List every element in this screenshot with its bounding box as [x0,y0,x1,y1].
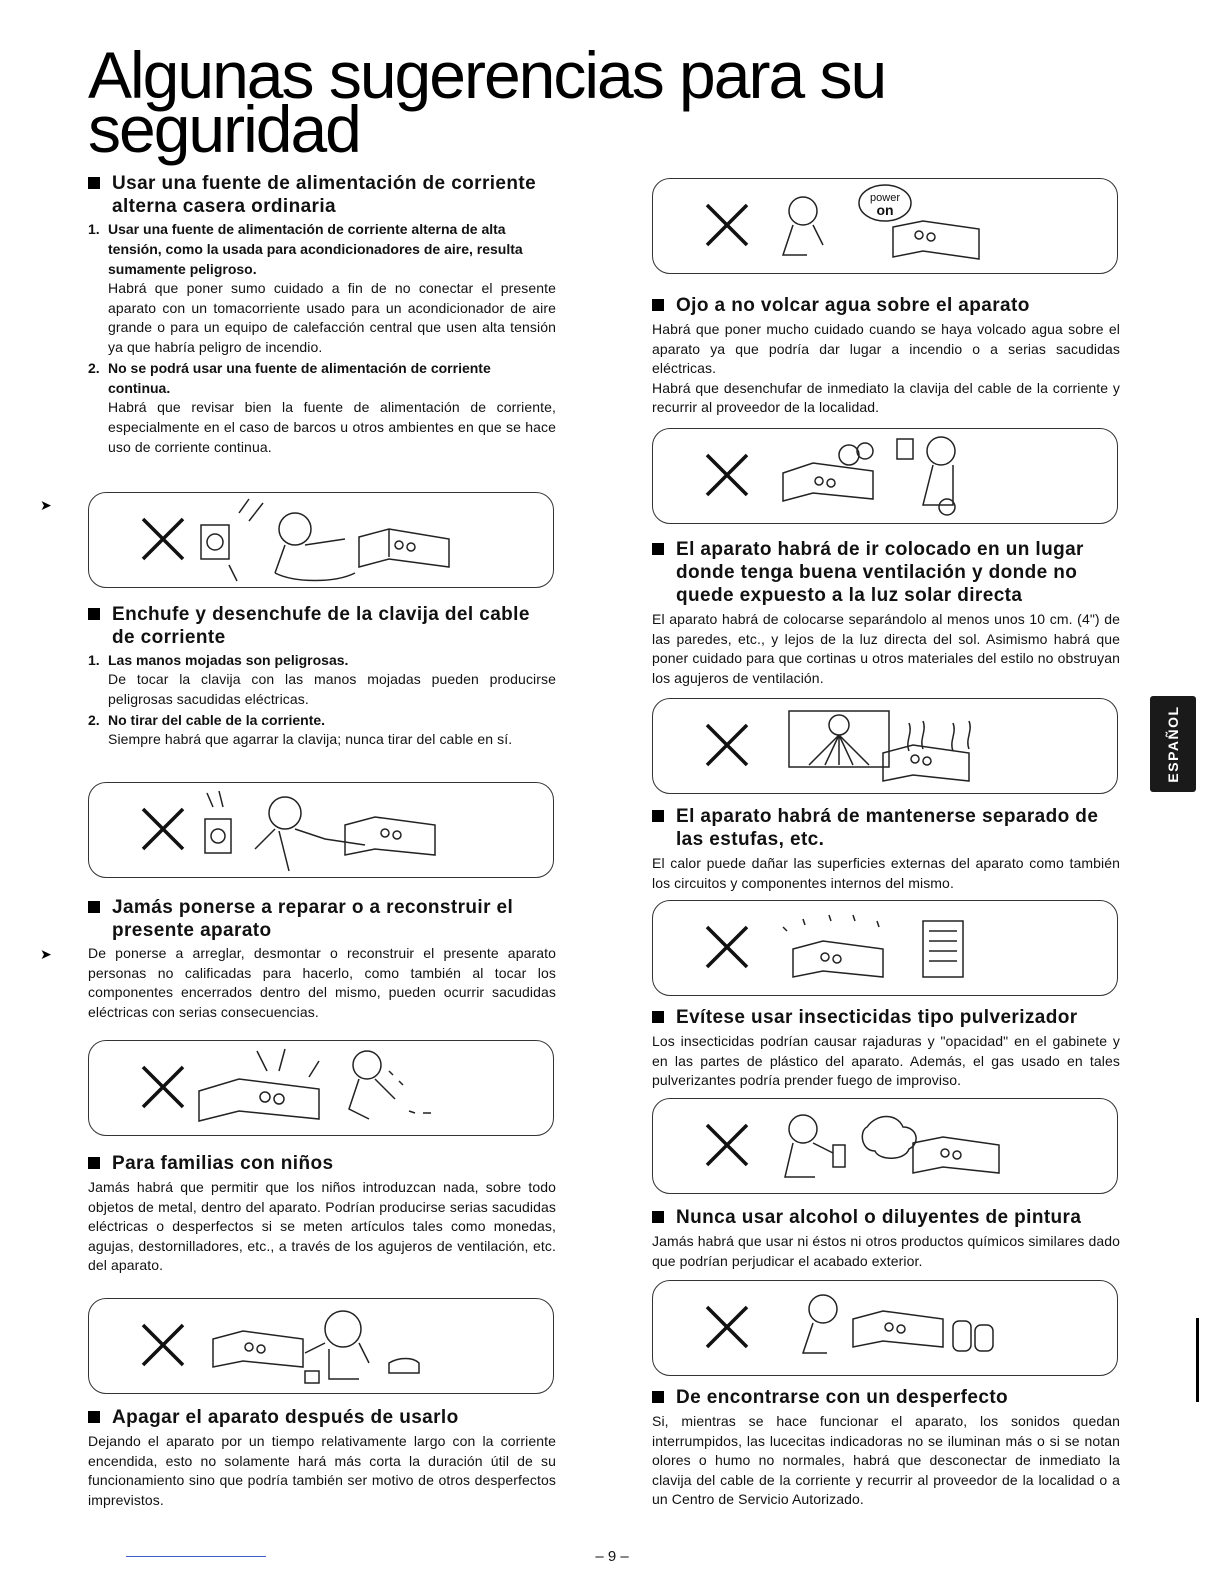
bullet-square-icon [88,608,100,620]
section-children [88,1152,556,1276]
section-text: Los insecticidas podrían causar rajaduras y "opacidad" en el gabinete y en las partes de plástico del aparato. Además, el gas usado en tales pulverizantes podría prender fuego de improviso. [652,1033,1120,1089]
arrow-marker-icon: ➤ [40,497,52,513]
bullet-square-icon [652,299,664,311]
illustration-spray [652,1098,1118,1194]
warning-illustration-icon [653,179,1117,273]
section-text: Habrá que poner mucho cuidado cuando se haya volcado agua sobre el aparato ya que podría dar lugar a incendio o a serias sacudidas eléctricas. [652,321,1120,377]
illustration-repair [88,1040,554,1136]
illustration-heater [652,900,1118,996]
section-heading: De encontrarse con un desperfecto [652,1386,1120,1409]
section-text: El calor puede dañar las superficies externas del aparato como también los circuitos y componentes internos del mismo. [652,855,1120,891]
section-power-off [88,1406,556,1510]
section-alcohol [652,1206,1120,1271]
item-heading: Usar una fuente de alimentación de corriente alterna de alta tensión, como la usada para acondicionadores de aire, resulta sumamente peligroso. [108,221,523,277]
section-heading: Jamás ponerse a reparar o a reconstruir el presente aparato [88,896,556,942]
item-heading: Las manos mojadas son peligrosas. [108,652,349,668]
item-text: Habrá que poner sumo cuidado a fin de no conectar el presente aparato con un tomacorriente usado para un acondicionador de aire grande o para un equipo de calefacción central que usen alta tensión ya que habría peligro de incendio. [108,280,556,355]
illustration-sunlight [652,698,1118,794]
illustration-high-voltage-outlet [88,492,554,588]
section-malfunction [652,1386,1120,1510]
section-text: Jamás habrá que permitir que los niños introduzcan nada, sobre todo objetos de metal, dentro del aparato. Podrían producirse serias sacudidas eléctricas o desperfectos si se meten artículos tales como monedas, agujas, destornilladores, etc., a través de los agujeros de ventilación, etc. del aparato. [88,1179,556,1274]
bullet-square-icon [88,177,100,189]
section-text: De ponerse a arreglar, desmontar o reconstruir el presente aparato personas no calificadas para hacerlo, como también al tocar los componentes encerrados dentro del mismo, pueden ocurrir sacudidas eléctricas con serias consecuencias. [88,945,556,1020]
section-heaters [652,805,1120,893]
bullet-square-icon [652,543,664,555]
illustration-wet-hands [88,782,554,878]
warning-illustration-icon [89,783,553,877]
list-item: 2. No se podrá usar una fuente de alimentación de corriente continua. Habrá que revisar bien la fuente de alimentación de corriente, especialmente en el caso de barcos u otros ambientes en que se hace uso de corriente continua. [88,358,556,457]
bullet-square-icon [652,810,664,822]
illustration-water-spill [652,428,1118,524]
list-item: 2. No tirar del cable de la corriente. Siempre habrá que agarrar la clavija; nunca tirar del cable en sí. [88,710,556,750]
section-insecticides [652,1006,1120,1091]
item-text: De tocar la clavija con las manos mojadas pueden producirse peligrosas sacudidas eléctricas. [108,671,556,707]
warning-illustration-icon [653,1099,1117,1193]
section-text: Jamás habrá que usar ni éstos ni otros productos químicos similares dado que podrían perjudicar el acabado exterior. [652,1233,1120,1269]
warning-illustration-icon [653,699,1117,793]
warning-illustration-icon [653,901,1117,995]
warning-illustration-icon [89,1299,553,1393]
illustration-chemicals [652,1280,1118,1376]
illustration-child [88,1298,554,1394]
section-text: Habrá que desenchufar de inmediato la clavija del cable de la corriente y recurrir al proveedor de la localidad. [652,379,1120,416]
illustration-power-on [652,178,1118,274]
section-heading: El aparato habrá de mantenerse separado de las estufas, etc. [652,805,1120,851]
section-plug [88,603,556,750]
language-tab: ESPAÑOL [1150,696,1196,792]
list-item: 1. Las manos mojadas son peligrosas. De tocar la clavija con las manos mojadas pueden producirse peligrosas sacudidas eléctricas. [88,650,556,709]
item-text: Siempre habrá que agarrar la clavija; nunca tirar del cable en sí. [108,731,513,748]
bullet-square-icon [652,1011,664,1023]
bullet-square-icon [88,1157,100,1169]
bullet-square-icon [88,1411,100,1423]
section-heading: Apagar el aparato después de usarlo [88,1406,556,1429]
warning-illustration-icon [653,1281,1117,1375]
section-text: El aparato habrá de colocarse separándolo al menos unos 10 cm. (4") de las paredes, etc., y lejos de la luz directa del sol. Asimismo habrá que poner cuidado para que cortinas u otros materiales del estilo no obstruyan los agujeros de ventilación. [652,611,1120,686]
bullet-square-icon [652,1391,664,1403]
section-heading: Nunca usar alcohol o diluyentes de pintura [652,1206,1120,1229]
section-text: Dejando el aparato por un tiempo relativamente largo con la corriente encendida, esto no solamente hará más corta la duración útil de su funcionamiento sino que podría también ser motivo de otros desperfectos imprevistos. [88,1433,556,1508]
footer-line [126,1556,266,1557]
power-bubble-label: power [870,192,900,204]
warning-illustration-icon [89,493,553,587]
bullet-square-icon [88,901,100,913]
power-bubble-on: on [876,202,894,218]
edge-bar [1196,1318,1199,1402]
section-ventilation [652,538,1120,688]
arrow-marker-icon: ➤ [40,946,52,962]
section-heading: Usar una fuente de alimentación de corriente alterna casera ordinaria [88,172,556,218]
item-heading: No tirar del cable de la corriente. [108,712,326,729]
section-heading: El aparato habrá de ir colocado en un lugar donde tenga buena ventilación y donde no quede expuesto a la luz solar directa [652,538,1120,607]
warning-illustration-icon [89,1041,553,1135]
page-number: – 9 – [595,1548,629,1565]
section-heading: Evítese usar insecticidas tipo pulverizador [652,1006,1120,1029]
bullet-square-icon [652,1211,664,1223]
section-do-not-repair [88,896,556,1022]
page-title: Algunas sugerencias para su seguridad [88,38,886,166]
section-heading: Enchufe y desenchufe de la clavija del cable de corriente [88,603,556,649]
section-heading: Ojo a no volcar agua sobre el aparato [652,294,1120,317]
section-power-source [88,172,556,457]
item-text: Habrá que revisar bien la fuente de alimentación de corriente, especialmente en el caso de barcos u otros ambientes en que se hace uso de corriente continua. [108,399,556,455]
section-heading: Para familias con niños [88,1152,556,1175]
item-heading: No se podrá usar una fuente de alimentación de corriente continua. [108,360,491,397]
list-item: 1. Usar una fuente de alimentación de corriente alterna de alta tensión, como la usada para acondicionadores de aire, resulta sumamente peligroso. Habrá que poner sumo cuidado a fin de no conectar el presente aparato con un tomacorriente usado para un acondicionador de aire grande o para un equipo de calefacción central que usen alta tensión ya que habría peligro de incendio. [88,219,556,357]
section-water [652,294,1120,418]
warning-illustration-icon [653,429,1117,523]
section-text: Si, mientras se hace funcionar el aparato, los sonidos quedan interrumpidos, las lucecitas indicadoras no se iluminan más o si se notan olores o humo no normales, habrá que desconectar de inmediato la clavija del cable de la corriente y recurrir al proveedor de la localidad o a un Centro de Servicio Autorizado. [652,1413,1120,1508]
